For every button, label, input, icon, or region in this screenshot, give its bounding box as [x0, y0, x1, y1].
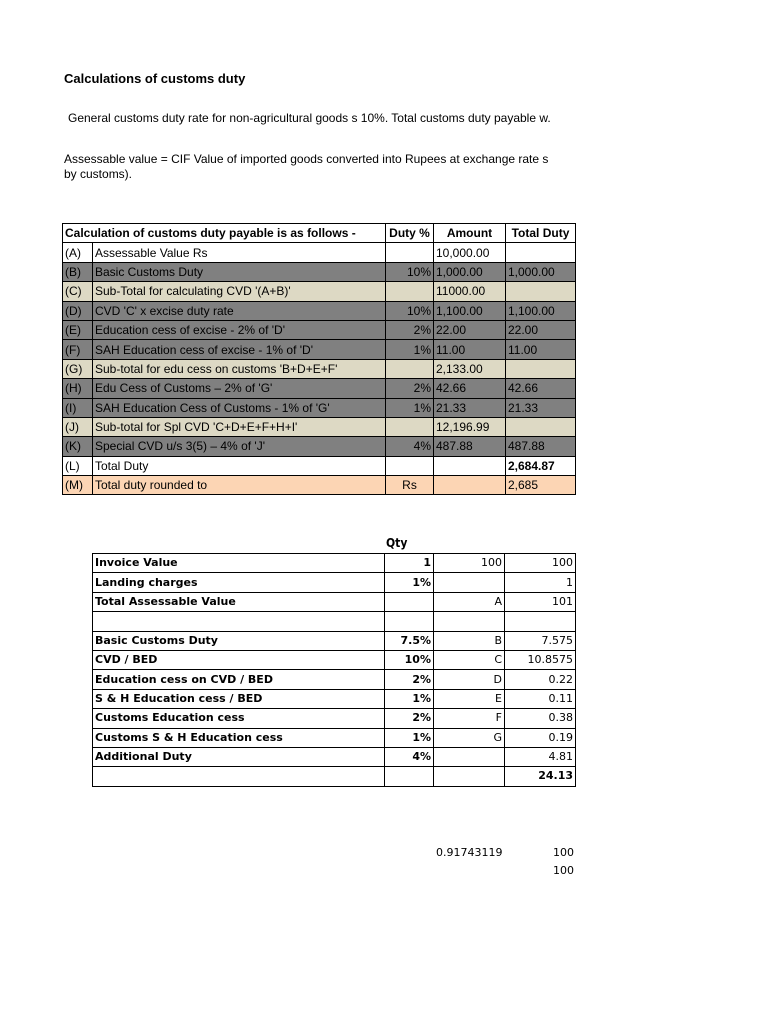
table-row	[63, 340, 576, 359]
row-label[interactable]: Education cess on CVD / BED	[93, 670, 385, 689]
row-rate[interactable]: 4%	[385, 747, 434, 766]
table-row	[63, 282, 576, 301]
table-row	[63, 476, 576, 495]
row-letter[interactable]	[434, 767, 505, 786]
row-label[interactable]	[93, 612, 385, 631]
row-label[interactable]: CVD / BED	[93, 650, 385, 669]
table-row	[63, 456, 576, 475]
row-label[interactable]: Invoice Value	[93, 554, 385, 573]
row-letter[interactable]: F	[434, 709, 505, 728]
row-rate[interactable]	[385, 592, 434, 611]
table-row	[63, 398, 576, 417]
row-duty-pct[interactable]	[386, 243, 434, 262]
table-row	[63, 379, 576, 398]
row-code[interactable]: (J)	[63, 417, 93, 436]
row-rate[interactable]: 2%	[385, 670, 434, 689]
ratio-value: 0.91743119	[436, 846, 503, 859]
row-total-duty[interactable]	[506, 417, 576, 436]
table-row	[93, 709, 576, 728]
intro-line-1: General customs duty rate for non-agricultural goods s 10%. Total customs duty payable w.	[68, 111, 551, 125]
table-row	[93, 592, 576, 611]
row-description[interactable]: Total Duty	[93, 456, 386, 475]
qty-label: Qty	[386, 536, 408, 550]
table-row	[63, 301, 576, 320]
row-value[interactable]: 10.8575	[505, 650, 576, 669]
row-total-duty[interactable]: 22.00	[506, 320, 576, 339]
table-row	[93, 573, 576, 592]
row-letter[interactable]: G	[434, 728, 505, 747]
row-letter[interactable]: B	[434, 631, 505, 650]
table-row	[63, 437, 576, 456]
row-description[interactable]: Basic Customs Duty	[93, 262, 386, 281]
row-value[interactable]: 4.81	[505, 747, 576, 766]
row-rate[interactable]: 1%	[385, 728, 434, 747]
row-total-duty[interactable]: 1,100.00	[506, 301, 576, 320]
table-row	[93, 728, 576, 747]
intro-line-3: by customs).	[64, 167, 133, 181]
page-title: Calculations of customs duty	[64, 71, 246, 86]
row-code[interactable]: (H)	[63, 379, 93, 398]
intro-line-2: Assessable value = CIF Value of imported goods converted into Rupees at exchange rate s	[64, 152, 549, 166]
header-duty-pct[interactable]: Duty %	[386, 224, 434, 243]
row-total-duty[interactable]: 21.33	[506, 398, 576, 417]
table-row	[93, 612, 576, 631]
row-rate[interactable]: 1%	[385, 573, 434, 592]
row-label[interactable]: Landing charges	[93, 573, 385, 592]
row-code[interactable]: (C)	[63, 282, 93, 301]
row-amount[interactable]: 11.00	[434, 340, 506, 359]
row-letter[interactable]: A	[434, 592, 505, 611]
note-value-1: 100	[553, 846, 574, 859]
row-amount[interactable]: 1,100.00	[434, 301, 506, 320]
row-rate[interactable]	[385, 612, 434, 631]
table-header-row	[63, 224, 576, 243]
row-label[interactable]: Customs Education cess	[93, 709, 385, 728]
row-duty-pct[interactable]	[386, 359, 434, 378]
row-code[interactable]: (K)	[63, 437, 93, 456]
table-row	[63, 243, 576, 262]
table-row	[93, 631, 576, 650]
row-amount[interactable]: 21.33	[434, 398, 506, 417]
row-total-duty[interactable]	[506, 243, 576, 262]
row-rate[interactable]: 7.5%	[385, 631, 434, 650]
row-label[interactable]: Total Assessable Value	[93, 592, 385, 611]
row-rate[interactable]: 1%	[385, 689, 434, 708]
table-row	[63, 262, 576, 281]
row-duty-pct[interactable]: Rs	[386, 476, 434, 495]
table-row	[93, 689, 576, 708]
row-total-duty[interactable]: 1,000.00	[506, 262, 576, 281]
row-label[interactable]	[93, 767, 385, 786]
row-label[interactable]: Customs S & H Education cess	[93, 728, 385, 747]
row-description[interactable]: Special CVD u/s 3(5) – 4% of 'J'	[93, 437, 386, 456]
row-duty-pct[interactable]	[386, 456, 434, 475]
row-amount[interactable]	[434, 456, 506, 475]
row-total-duty[interactable]: 42.66	[506, 379, 576, 398]
row-amount[interactable]: 487.88	[434, 437, 506, 456]
row-description[interactable]: Sub-Total for calculating CVD '(A+B)'	[93, 282, 386, 301]
row-rate[interactable]: 1	[385, 554, 434, 573]
row-code[interactable]: (B)	[63, 262, 93, 281]
row-description[interactable]: Assessable Value Rs	[93, 243, 386, 262]
row-value[interactable]: 1	[505, 573, 576, 592]
row-amount[interactable]: 12,196.99	[434, 417, 506, 436]
row-duty-pct[interactable]: 4%	[386, 437, 434, 456]
table-row	[93, 670, 576, 689]
row-description[interactable]: Sub-total for Spl CVD 'C+D+E+F+H+I'	[93, 417, 386, 436]
table-row	[93, 747, 576, 766]
row-total-duty[interactable]: 11.00	[506, 340, 576, 359]
row-duty-pct[interactable]: 1%	[386, 340, 434, 359]
table-row	[63, 359, 576, 378]
row-amount[interactable]	[434, 476, 506, 495]
row-description[interactable]: Sub-total for edu cess on customs 'B+D+E+F'	[93, 359, 386, 378]
row-code[interactable]: (A)	[63, 243, 93, 262]
row-total-duty[interactable]: 487.88	[506, 437, 576, 456]
row-value[interactable]: 101	[505, 592, 576, 611]
table-row	[63, 320, 576, 339]
row-description[interactable]: SAH Education cess of excise - 1% of 'D'	[93, 340, 386, 359]
row-amount[interactable]: 2,133.00	[434, 359, 506, 378]
row-duty-pct[interactable]: 2%	[386, 320, 434, 339]
row-rate[interactable]	[385, 767, 434, 786]
row-label[interactable]: Additional Duty	[93, 747, 385, 766]
table-row	[93, 767, 576, 786]
table-row	[93, 554, 576, 573]
row-total-duty[interactable]: 2,684.87	[506, 456, 576, 475]
row-value[interactable]: 100	[505, 554, 576, 573]
row-letter[interactable]	[434, 747, 505, 766]
note-value-2: 100	[553, 864, 574, 877]
row-code[interactable]: (E)	[63, 320, 93, 339]
header-calculation[interactable]: Calculation of customs duty payable is as follows -	[63, 224, 386, 243]
row-letter[interactable]	[434, 573, 505, 592]
customs-duty-table	[62, 223, 576, 495]
row-code[interactable]: (M)	[63, 476, 93, 495]
row-amount[interactable]: 10,000.00	[434, 243, 506, 262]
row-duty-pct[interactable]: 10%	[386, 301, 434, 320]
row-letter[interactable]: E	[434, 689, 505, 708]
row-code[interactable]: (D)	[63, 301, 93, 320]
row-value[interactable]: 0.19	[505, 728, 576, 747]
row-code[interactable]: (G)	[63, 359, 93, 378]
row-code[interactable]: (F)	[63, 340, 93, 359]
row-duty-pct[interactable]: 1%	[386, 398, 434, 417]
row-letter[interactable]: D	[434, 670, 505, 689]
row-duty-pct[interactable]: 10%	[386, 262, 434, 281]
row-value[interactable]: 0.22	[505, 670, 576, 689]
row-amount[interactable]: 22.00	[434, 320, 506, 339]
row-total-duty[interactable]	[506, 359, 576, 378]
row-label[interactable]: S & H Education cess / BED	[93, 689, 385, 708]
row-amount[interactable]: 1,000.00	[434, 262, 506, 281]
row-value[interactable]	[505, 612, 576, 631]
row-letter[interactable]: 100	[434, 554, 505, 573]
row-description[interactable]: CVD 'C' x excise duty rate	[93, 301, 386, 320]
table-row	[93, 650, 576, 669]
row-total-duty[interactable]	[506, 282, 576, 301]
row-letter[interactable]: C	[434, 650, 505, 669]
row-duty-pct[interactable]	[386, 417, 434, 436]
row-description[interactable]: Total duty rounded to	[93, 476, 386, 495]
row-description[interactable]: Education cess of excise - 2% of 'D'	[93, 320, 386, 339]
row-value[interactable]: 24.13	[505, 767, 576, 786]
row-rate[interactable]: 10%	[385, 650, 434, 669]
row-description[interactable]: SAH Education Cess of Customs - 1% of 'G'	[93, 398, 386, 417]
row-duty-pct[interactable]: 2%	[386, 379, 434, 398]
row-value[interactable]: 0.38	[505, 709, 576, 728]
row-letter[interactable]	[434, 612, 505, 631]
row-value[interactable]: 0.11	[505, 689, 576, 708]
row-label[interactable]: Basic Customs Duty	[93, 631, 385, 650]
row-code[interactable]: (I)	[63, 398, 93, 417]
duty-breakdown-table	[92, 553, 576, 787]
row-duty-pct[interactable]	[386, 282, 434, 301]
row-description[interactable]: Edu Cess of Customs – 2% of 'G'	[93, 379, 386, 398]
header-amount[interactable]: Amount	[434, 224, 506, 243]
row-amount[interactable]: 42.66	[434, 379, 506, 398]
row-code[interactable]: (L)	[63, 456, 93, 475]
header-total-duty[interactable]: Total Duty	[506, 224, 576, 243]
row-amount[interactable]: 11000.00	[434, 282, 506, 301]
row-rate[interactable]: 2%	[385, 709, 434, 728]
table-row	[63, 417, 576, 436]
row-value[interactable]: 7.575	[505, 631, 576, 650]
row-total-duty[interactable]: 2,685	[506, 476, 576, 495]
